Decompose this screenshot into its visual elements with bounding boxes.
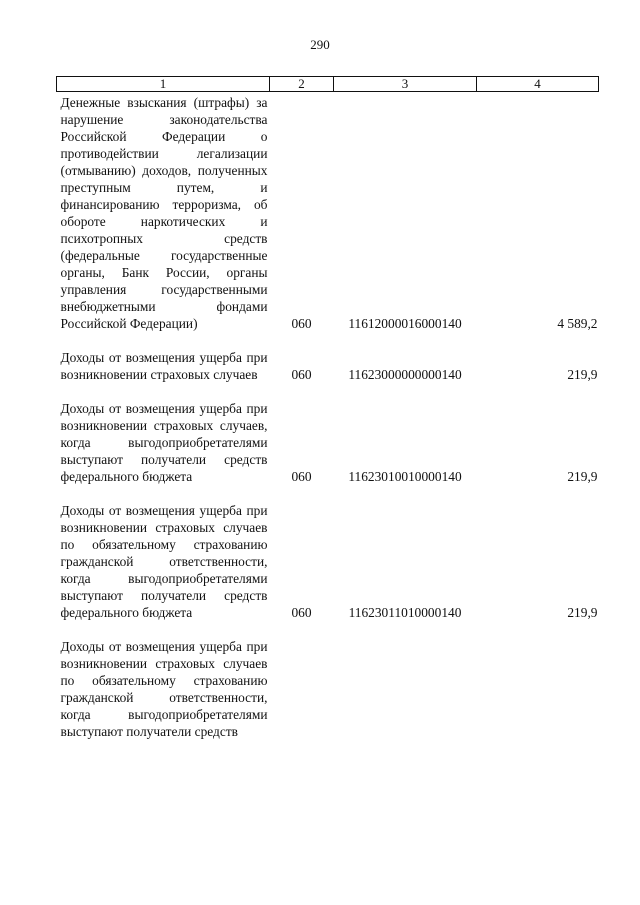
page-number: 290 — [310, 37, 330, 52]
row-admin-code: 060 — [291, 605, 312, 620]
row-budget-code: 11612000016000140 — [348, 316, 462, 331]
header-col-4: 4 — [477, 77, 599, 92]
table-row — [57, 383, 599, 485]
header-col-3: 3 — [334, 77, 477, 92]
budget-revenue-table — [56, 76, 599, 740]
table-row — [57, 92, 599, 333]
row-admin-code — [270, 621, 334, 740]
row-admin-code: 060 — [291, 469, 312, 484]
row-amount — [477, 621, 599, 740]
row-description: Доходы от возмещения ущерба при возникновении страховых случаев по обязательному страхованию гражданской ответственности, когда выгодоприобретателями выступают получатели средств — [60, 639, 268, 739]
row-amount: 219,9 — [567, 367, 598, 382]
row-budget-code: 11623010010000140 — [348, 469, 462, 484]
row-admin-code: 060 — [291, 367, 312, 382]
table-row — [57, 485, 599, 621]
row-admin-code: 060 — [291, 316, 312, 331]
row-amount: 219,9 — [567, 469, 598, 484]
table-row — [57, 332, 599, 383]
row-description: Доходы от возмещения ущерба при возникновении страховых случаев по обязательному страхованию гражданской ответственности, когда выгодоприобретателями выступают получатели средств федерального бюджета — [60, 503, 268, 620]
row-description: Доходы от возмещения ущерба при возникновении страховых случаев, когда выгодоприобретателями выступают получатели средств федерального бюджета — [60, 401, 268, 484]
table-row — [57, 621, 599, 740]
row-budget-code: 11623011010000140 — [348, 605, 462, 620]
row-description: Доходы от возмещения ущерба при возникновении страховых случаев — [60, 350, 268, 382]
header-col-2: 2 — [270, 77, 334, 92]
row-budget-code — [334, 621, 477, 740]
header-col-1: 1 — [57, 77, 270, 92]
row-amount: 219,9 — [567, 605, 598, 620]
row-amount: 4 589,2 — [557, 316, 598, 331]
row-budget-code: 11623000000000140 — [348, 367, 462, 382]
row-description: Денежные взыскания (штрафы) за нарушение законодательства Российской Федерации о противодействии легализации (отмыванию) доходов, полученных преступным путем, и финансированию терроризма, об обороте наркотических и психотропных средств (федеральные государственные органы, Банк России, органы управления государственными внебюджетными фондами Российской Федерации) — [60, 95, 268, 331]
table-header-row — [57, 77, 599, 92]
